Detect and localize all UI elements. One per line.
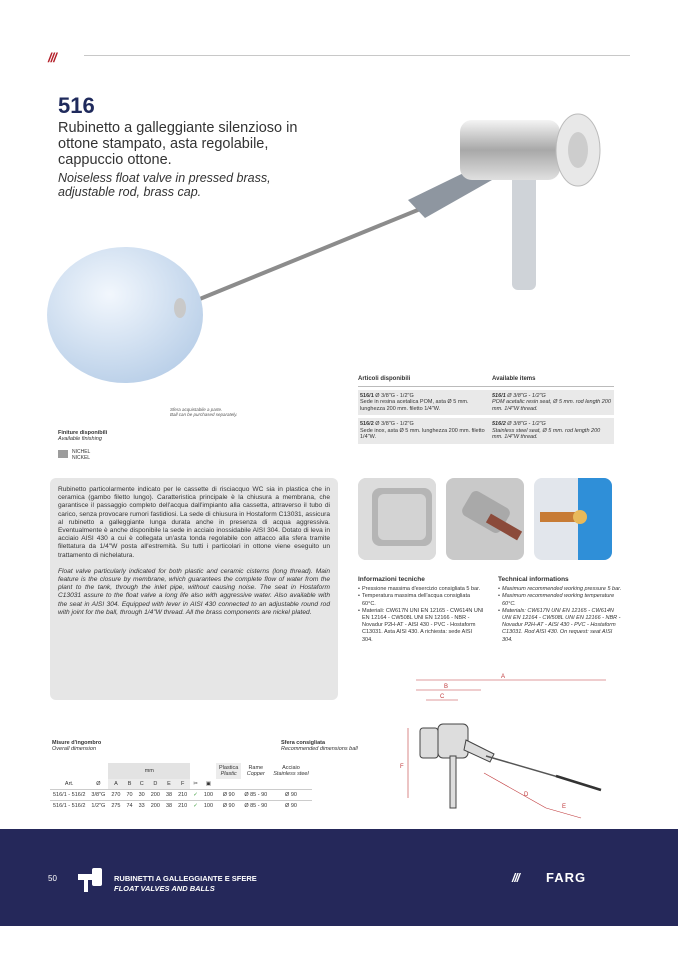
product-title-en: Noiseless float valve in pressed brass, adjustable rod, brass cap.: [58, 171, 271, 199]
svg-text:E: E: [562, 804, 567, 810]
ball-title: Sfera consigliata Recommended dimensions ball: [281, 740, 358, 753]
detail-photo-seat: [446, 478, 524, 560]
footer-title-it: RUBINETTI A GALLEGGIANTE E SFERE: [114, 874, 257, 883]
float-valve-icon: [76, 866, 106, 894]
footer-title-en: FLOAT VALVES AND BALLS: [114, 884, 215, 893]
description-box: [50, 478, 338, 700]
valve-stem: [512, 170, 536, 290]
items-header-it: Articoli disponibili: [358, 376, 411, 382]
tech-info-en: Technical informations • Maximum recommended working pressure 5 bar. • Maximum recommended working temperature 60°C. • Materials: CW617N UNI EN 12165 - CW614N UNI EN 12164 - CW508L UNI EN 12166 - NBR - Novadur P2H-AT - AISI 430 - PVC - Hostaform C13031. Rod AISI 430. On request: seat AISI 304.: [498, 576, 624, 644]
description-it: Rubinetto particolarmente indicato per le cassette di risciacquo WC sia in plastica che in ceramica (gambo filetto lungo). Caratteristica principale è la chiusura a membrana, che garantisce il passaggio completo dell'acqua dall'impianto alla cassetta, attraverso il tubo di carico, senza provocare rumori fastidiosi. La sede di chiusura in Hostaform C13031, assicura al rubinetto a galleggiante lunga durata anche in presenza di acqua aggressiva. Eventualmente è anche disponibile la sede in acciaio inossidabile AISI 304. Dotato di leva in acciaio AISI 430 a cui è collegata un'asta tonda regolabile con attacco alla sfera tramite filettatura da 1/4"W posta all'estremità. Su tutti i particolari in ottone viene eseguito un trattamento di nichelatura.: [58, 486, 330, 559]
technical-drawing: [396, 668, 622, 828]
items-header-en: Available items: [492, 376, 536, 382]
brand-logo: FARG: [546, 870, 587, 885]
check-icon: ✓: [190, 801, 201, 812]
table-row: 516/1 - 516/2 3/8"G 270 70 30 200 38 210 ✓ 100 Ø 90 Ø 85 - 90 Ø 90: [50, 790, 312, 801]
available-items: [358, 376, 614, 444]
product-title-it: Rubinetto a galleggiante silenzioso in ottone stampato, asta regolabile, cappuccio ottone.: [58, 120, 298, 168]
header-divider: [84, 55, 630, 56]
box-icon: ▣: [205, 781, 212, 787]
detail-photo-nut: [358, 478, 436, 560]
svg-text:A: A: [501, 674, 506, 680]
finish-title: Finiture disponibili Available finishing: [58, 430, 108, 442]
tech-info-it: Informazioni tecniche • Pressione massima d'esercizio consigliata 5 bar. • Temperatura massima dell'acqua consigliata 60°C. • Materiali: CW617N UNI EN 12165 - CW614N UNI EN 12164 - CW508L UNI EN 12166 - NBR - Novadur P2H-AT - AISI 430 - PVC - Hostaform C13031. Asta AISI 430. A richiesta: sede AISI 304.: [358, 576, 484, 644]
ball-note: Sfera acquistabile a parte. Ball can be purchased separately.: [170, 407, 238, 417]
finish-swatch: [58, 450, 68, 458]
detail-photo-thread: [534, 478, 612, 560]
item-row: 516/1 Ø 3/8"G - 1/2"G Sede in resina acetalica POM, asta Ø 5 mm. lunghezza 200 mm. filetto 1/4"W. 516/1 Ø 3/8"G - 1/2"G POM acetalic resin seat, Ø 5 mm. rod length 200 mm. 1/4"W thread.: [358, 390, 614, 416]
product-code: 516: [58, 93, 95, 118]
finish-label: NICHEL NICKEL: [72, 449, 91, 461]
svg-text:B: B: [444, 684, 449, 690]
dims-title: Misure d'ingombro Overall dimension: [52, 740, 102, 753]
page-number: 50: [48, 874, 57, 883]
svg-text:C: C: [440, 694, 445, 700]
rod: [185, 205, 430, 305]
brand-marks-logo: ///: [48, 50, 56, 65]
brand-marks-footer: ///: [512, 871, 520, 885]
svg-text:F: F: [400, 764, 404, 770]
check-icon: ✓: [190, 790, 201, 801]
tool-icon: ✂: [193, 781, 198, 787]
description-en: Float valve particularly indicated for both plastic and ceramic cisterns (long thread). Main feature is the closure by membrane, which guarantees the complete flow of water from the plant to the tank, through the inlet pipe, without causing noise. The seat in Hostaform C13031 assure to the float valve a long life also with aggressive water. Also available with the seat in AISI 304. Equipped with lever in AISI 430 connected to an adjustable round rod with joint for the ball, through 1/4"W thread. All the brass components are nickel plated.: [58, 567, 330, 616]
valve-body: [460, 120, 560, 180]
svg-text:D: D: [524, 792, 529, 798]
item-row: 516/2 Ø 3/8"G - 1/2"G Sede inox, asta Ø 5 mm. lunghezza 200 mm. filetto 1/4"W. 516/2 Ø 3/8"G - 1/2"G Stainless steel seat, Ø 5 mm. rod length 200 mm. 1/4"W thread.: [358, 418, 614, 444]
table-row: 516/1 - 516/2 1/2"G 275 74 33 200 38 210 ✓ 100 Ø 90 Ø 85 - 90 Ø 90: [50, 801, 312, 812]
dimensions-table: mm Plastica Plastic Rame Copper Acciaio Stainless steel Art. Ø A B C D E F ✂ ▣ 516/1 - 516/2 3/8"G 270 70 30 200 38 210 ✓ 100 Ø 90 Ø 85 - 90 Ø 90 516/1 - 516/2 1/2"G 275 74 33 200 38 210 ✓ 100 Ø 90 Ø 85 - 90 Ø 90: [50, 763, 312, 811]
